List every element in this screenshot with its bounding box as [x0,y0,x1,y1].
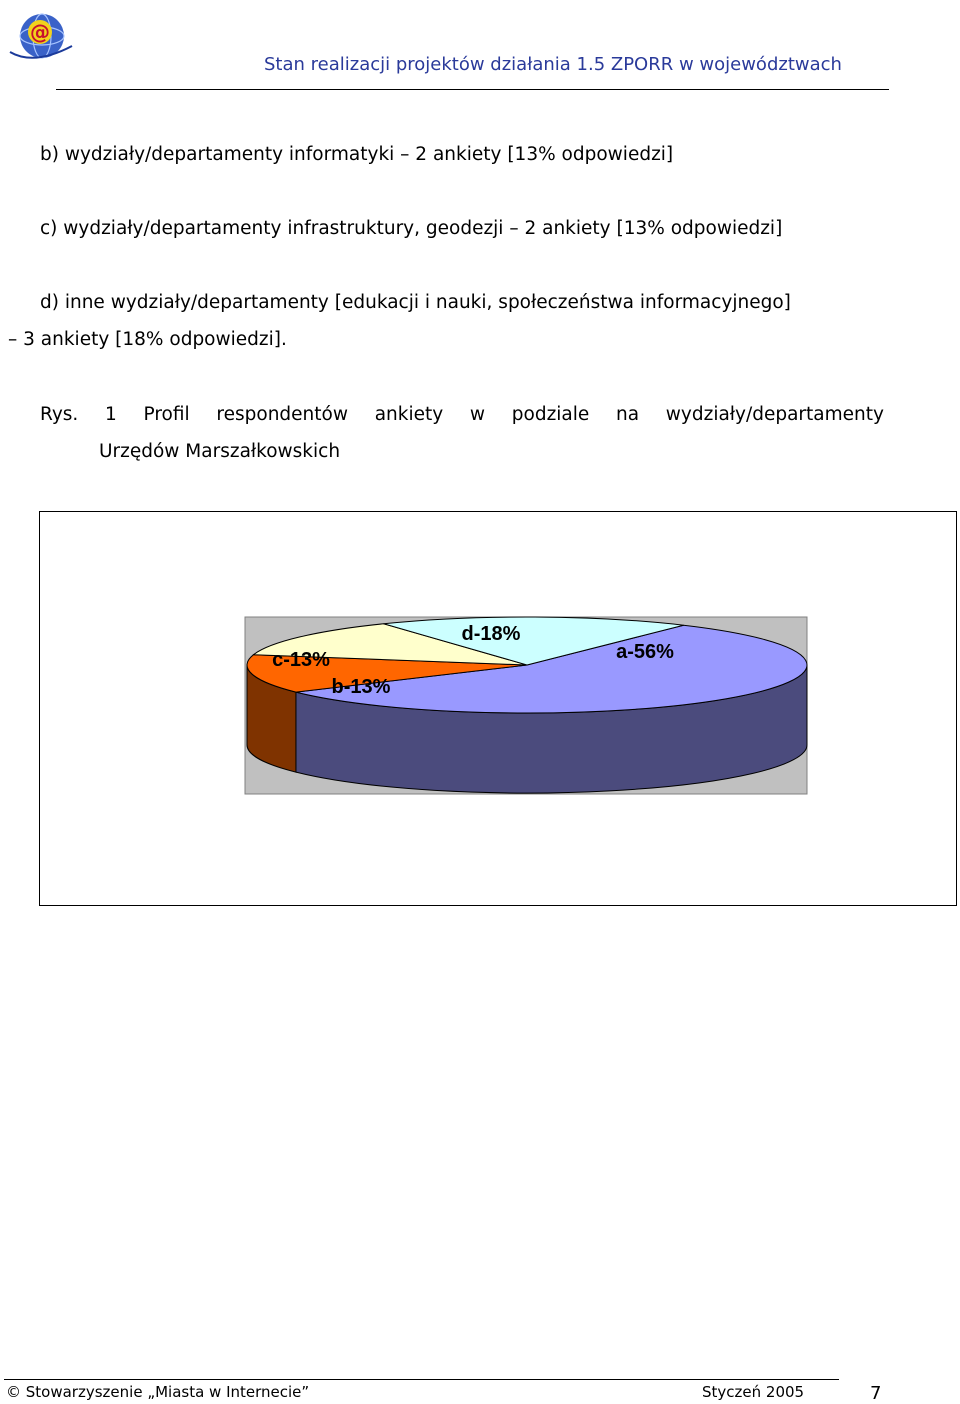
caption-word: w [469,404,486,425]
footer-copyright: © Stowarzyszenie „Miasta w Internecie” [6,1383,310,1401]
document-header-title: Stan realizacji projektów działania 1.5 ZPORR w województwach [264,54,842,75]
list-item-d-line1: d) inne wydziały/departamenty [edukacji i nauki, społeczeństwa informacyjnego] [40,292,791,313]
footer-date: Styczeń 2005 [702,1383,805,1401]
caption-word: ankiety [374,404,444,425]
caption-word: respondentów [216,404,348,425]
pie-label: c-13% [272,649,330,671]
svg-text:@: @ [30,20,50,44]
figure-caption-line2: Urzędów Marszałkowskich [99,441,341,462]
caption-word: podziale [511,404,590,425]
list-item-b: b) wydziały/departamenty informatyki – 2 ankiety [13% odpowiedzi] [40,144,674,165]
caption-word: Rys. [40,404,79,425]
caption-word: wydziały/departamenty [665,404,884,425]
caption-word: na [616,404,640,425]
caption-word: Profil [143,404,190,425]
caption-word: 1 [105,404,117,425]
pie-label: d-18% [461,623,521,645]
list-item-d-line2: – 3 ankiety [18% odpowiedzi]. [8,329,287,350]
pie-label: a-56% [616,641,674,663]
pie-label: b-13% [331,676,391,698]
page-number: 7 [870,1383,882,1404]
footer-divider [4,1379,839,1380]
list-item-c: c) wydziały/departamenty infrastruktury, geodezji – 2 ankiety [13% odpowiedzi] [40,218,783,239]
